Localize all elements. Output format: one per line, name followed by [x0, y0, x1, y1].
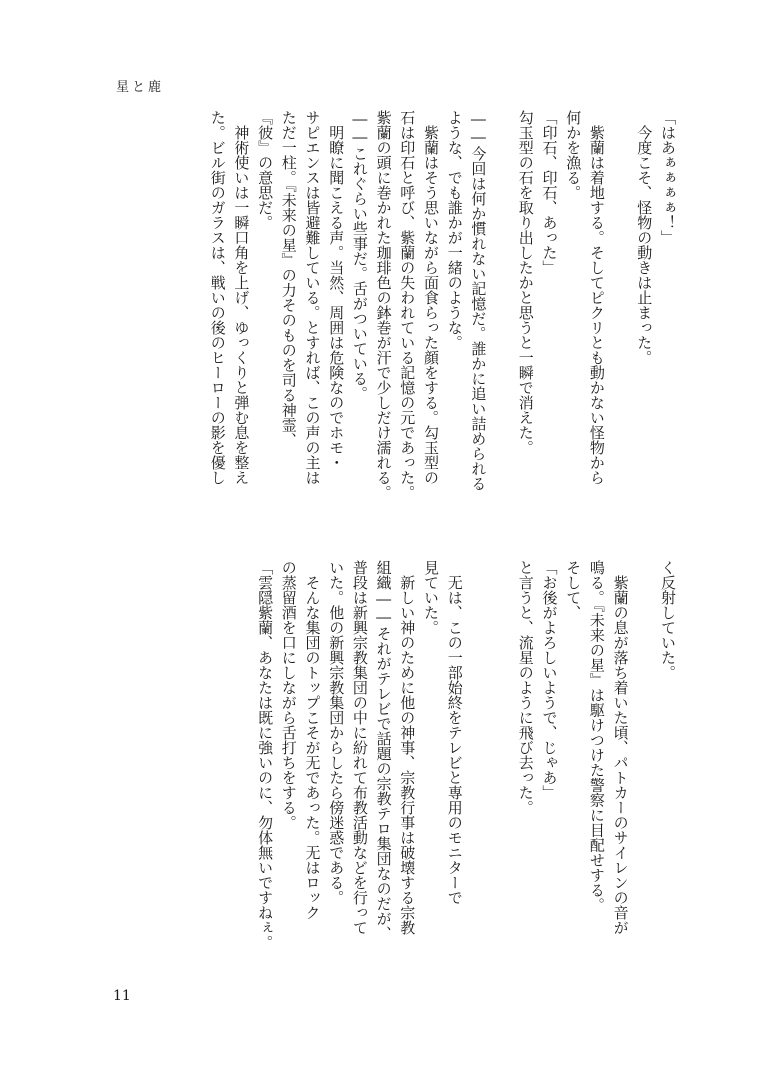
text-column: 「印石、印石、あった」 [540, 110, 559, 275]
text-column: いた。他の新興宗教集団からしたら傍迷惑である。 [327, 560, 346, 905]
text-column: そんな集団のトップこそが无であった。无はロック [303, 560, 322, 920]
text-column: 「雲隠紫蘭、あなたは既に強いのに、勿体無いですねぇ。 [256, 560, 275, 950]
text-column: 組織――それがテレビで話題の宗教テロ集団なのだが、 [374, 560, 393, 941]
text-column: 紫蘭の息が落ち着いた頃、パトカーのサイレンの音が [611, 560, 630, 935]
text-column: く反射していた。 [659, 560, 677, 680]
text-column: 「はあぁぁぁぁ！」 [659, 110, 677, 245]
text-column: 紫蘭はそう思いながら面食らった顔をする。勾玉型の [422, 110, 440, 485]
text-column: 新しい神のために他の神事、宗教行事は破壊する宗教 [398, 560, 417, 935]
running-header: 星と鹿 [116, 80, 165, 95]
text-column: 「お後がよろしいようで、じゃあ」 [540, 560, 559, 800]
text-column: 紫蘭は着地する。そしてピクリとも動かない怪物から [587, 110, 606, 485]
text-column: 勾玉型の石を取り出したかと思うと一瞬で消えた。 [516, 110, 535, 455]
text-column: た。ビル街のガラスは、戦いの後のヒーローの影を優し [208, 110, 227, 485]
text-column: 『彼』の意思だ。 [256, 110, 275, 230]
text-column: 明瞭に聞こえる声。当然、周囲は危険なのでホモ・ [327, 110, 346, 470]
text-column: 何かを漁る。 [564, 110, 583, 200]
text-column: ――これぐらい些事だ。舌がついている。 [350, 110, 369, 401]
text-column: と言うと、流星のように飛び去った。 [516, 560, 535, 815]
text-column: 鳴る。『未来の星』は駆けつけた警察に目配せする。 [587, 560, 606, 913]
text-column: 普段は新興宗教集団の中に紛れて布教活動などを行って [350, 560, 369, 935]
page-number: 11 [113, 988, 131, 1004]
text-column: 紫蘭の頭に巻かれた珈琲色の鉢巻が汗で少しだけ濡れる。 [374, 110, 393, 500]
text-column: 神術使いは一瞬口角を上げ、ゆっくりと弾む息を整え [232, 110, 251, 485]
text-column: 石は印石と呼び、紫蘭の失われている記憶の元であった。 [398, 110, 417, 500]
text-column: の蒸留酒を口にしながら舌打ちをする。 [279, 560, 298, 830]
text-column: 見ていた。 [422, 560, 440, 635]
text-column: 无は、この一部始終をテレビと専用のモニターで [445, 560, 464, 905]
text-column: ような、でも誰かが一緒のような。 [445, 110, 464, 350]
text-column: ただ一柱。『未来の星』の力そのものを司る神霊、 [279, 110, 298, 448]
text-column: 今度こそ、怪物の動きは止まった。 [635, 110, 654, 365]
text-column: そして、 [564, 560, 583, 620]
text-column: サピエンスは皆避難している。とすれば、この声の主は [303, 110, 322, 485]
text-column: ――今回は何か慣れない記憶だ。誰かに追い詰められる [469, 110, 488, 491]
